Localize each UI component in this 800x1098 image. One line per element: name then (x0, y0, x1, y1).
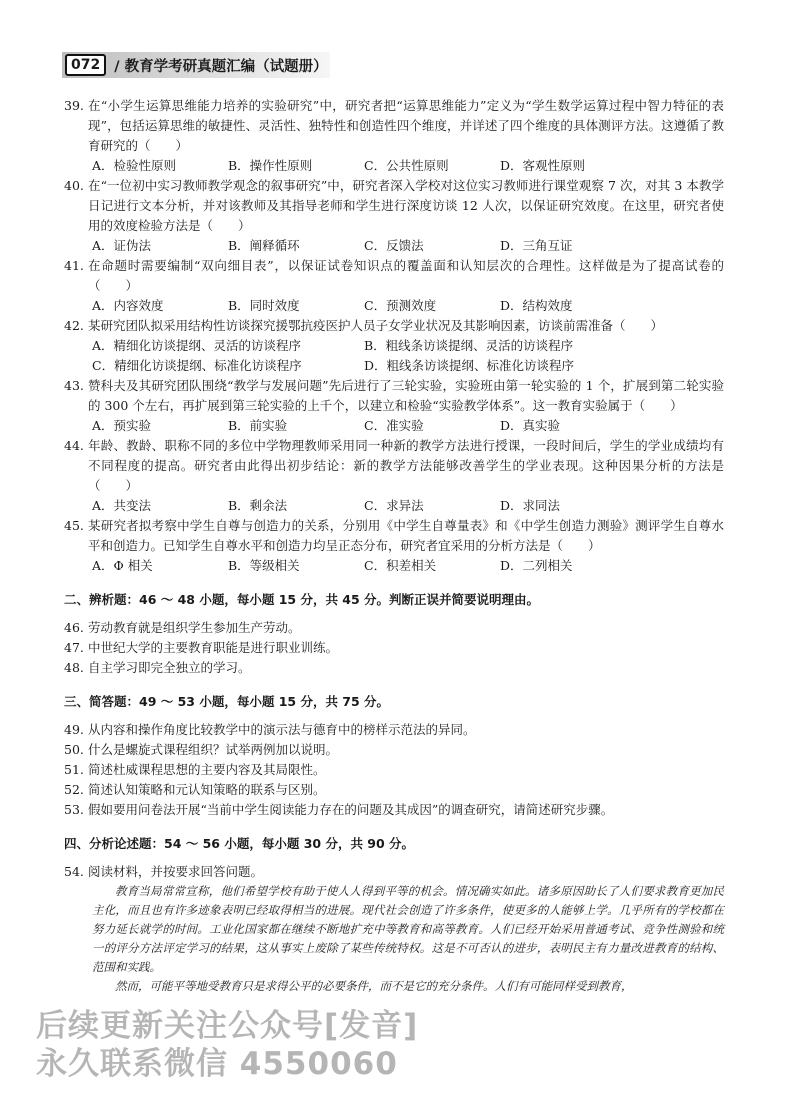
options (64, 356, 724, 376)
question-number: 40. (64, 178, 84, 193)
question-text: 自主学习即完全独立的学习。 (88, 660, 251, 675)
option-b: B．剩余法 (228, 498, 288, 513)
option-b: B．粗线条访谈提纲、灵活的访谈程序 (364, 338, 574, 353)
page-number: 072 (65, 54, 106, 76)
option-b: B．等级相关 (228, 558, 300, 573)
option-c: C．预测效度 (364, 298, 437, 313)
question-number: 48. (64, 660, 84, 675)
question-text: 简述认知策略和元认知策略的联系与区别。 (88, 782, 326, 797)
question-46 (64, 618, 724, 638)
question-stem: 赞科夫及其研究团队围绕“教学与发展问题”先后进行了三轮实验，实验班由第一轮实验的 1 个，扩展到第二轮实验的 300 个左右，再扩展到第三轮实验的上千个，以建立和检验“实验教学体系”。这一教育实验属于（ ） (88, 378, 724, 413)
question-text: 劳动教育就是组织学生参加生产劳动。 (88, 620, 301, 635)
options (64, 296, 724, 316)
question-47 (64, 638, 724, 658)
option-d: D．客观性原则 (500, 158, 586, 173)
question-49 (64, 720, 724, 740)
question-text: 阅读材料，并按要求回答问题。 (88, 864, 264, 879)
question-number: 43. (64, 378, 84, 393)
question-42 (64, 316, 724, 376)
option-b: B．阐释循环 (228, 238, 300, 253)
question-54 (64, 862, 724, 882)
option-c: C．积差相关 (364, 558, 437, 573)
question-40 (64, 176, 724, 256)
question-number: 52. (64, 782, 84, 797)
question-stem: 某研究团队拟采用结构性访谈探究援鄂抗疫医护人员子女学业状况及其影响因素，访谈前需准备（ ） (88, 318, 664, 333)
question-number: 41. (64, 258, 84, 273)
question-51 (64, 760, 724, 780)
question-number: 54. (64, 864, 84, 879)
section-heading-discrimination: 二、辨析题：46 ～ 48 小题，每小题 15 分，共 45 分。判断正误并简要说明理由。 (64, 592, 540, 607)
question-number: 45. (64, 518, 84, 533)
option-d: D．粗线条访谈提纲、标准化访谈程序 (364, 358, 575, 373)
options (64, 236, 724, 256)
question-43 (64, 376, 724, 436)
option-b: B．操作性原则 (228, 158, 313, 173)
question-45 (64, 516, 724, 576)
question-39 (64, 96, 724, 176)
book-title: / 教育学考研真题汇编（试题册） (114, 58, 328, 75)
options (64, 416, 724, 436)
option-d: D．真实验 (500, 418, 561, 433)
question-52 (64, 780, 724, 800)
question-number: 53. (64, 802, 84, 817)
section-heading-short-answer: 三、简答题：49 ～ 53 小题，每小题 15 分，共 75 分。 (64, 694, 390, 709)
question-number: 42. (64, 318, 84, 333)
reading-passage-paragraph-1: 教育当局常常宣称，他们希望学校有助于使人人得到平等的机会。情况确实如此。诸多原因助长了人们要求教育更加民主化，而且也有许多迹象表明已经取得相当的进展。现代社会创造了许多条件，使更多的人能够上学。几乎所有的学校都在努力延长就学的时间。工业化国家都在继续不断地扩充中等教育和高等教育。人们已经开始采用普通考试、竞争性测验和统一的评分方法评定学习的结果，这从事实上废除了某些传统特权。这是不可否认的进步，表明民主有力量改进教育的结构、范围和实践。 (92, 884, 724, 974)
question-text: 简述杜威课程思想的主要内容及其局限性。 (88, 762, 326, 777)
options (64, 156, 724, 176)
question-48 (64, 658, 724, 678)
option-c: C．精细化访谈提纲、标准化访谈程序 (92, 358, 302, 373)
page-header (62, 52, 330, 78)
question-text: 假如要用问卷法开展“当前中学生阅读能力存在的问题及其成因”的调查研究，请简述研究步骤。 (88, 802, 614, 817)
options (64, 556, 724, 576)
option-b: B．同时效度 (228, 298, 300, 313)
question-stem: 在命题时需要编制“双向细目表”，以保证试卷知识点的覆盖面和认知层次的合理性。这样做是为了提高试卷的（ ） (88, 258, 724, 293)
option-d: D．求同法 (500, 498, 561, 513)
option-c: C．公共性原则 (364, 158, 449, 173)
option-a: A．精细化访谈提纲、灵活的访谈程序 (92, 338, 302, 353)
question-text: 什么是螺旋式课程组织？试举两例加以说明。 (88, 742, 339, 757)
question-number: 46. (64, 620, 84, 635)
question-stem: 在“一位初中实习教师教学观念的叙事研究”中，研究者深入学校对这位实习教师进行课堂观察 7 次，对其 3 本教学日记进行文本分析，并对该教师及其指导老师和学生进行深度访谈 12 人次，以保证研究效度。在这里，研究者使用的效度检验方法是（ ） (88, 178, 724, 233)
question-53 (64, 800, 724, 820)
question-number: 39. (64, 98, 84, 113)
option-a: A．预实验 (92, 418, 152, 433)
page-content (64, 96, 724, 996)
question-stem: 在“小学生运算思维能力培养的实验研究”中，研究者把“运算思维能力”定义为“学生数学运算过程中智力特征的表现”，包括运算思维的敏捷性、灵活性、独特性和创造性四个维度，并详述了四个维度的具体测评方法。这遵循了教育研究的（ ） (88, 98, 724, 153)
option-c: C．准实验 (364, 418, 424, 433)
option-d: D．二列相关 (500, 558, 573, 573)
option-c: C．求异法 (364, 498, 424, 513)
option-a: A．Φ 相关 (92, 558, 153, 573)
question-number: 47. (64, 640, 84, 655)
option-a: A．检验性原则 (92, 158, 177, 173)
option-d: D．结构效度 (500, 298, 573, 313)
question-stem: 某研究者拟考察中学生自尊与创造力的关系，分别用《中学生自尊量表》和《中学生创造力测验》测评学生自尊水平和创造力。已知学生自尊水平和创造力均呈正态分布，研究者宜采用的分析方法是（ ） (88, 518, 724, 553)
reading-passage-paragraph-2: 然而，可能平等地受教育只是求得公平的必要条件，而不是它的充分条件。人们有可能同样受到教育， (115, 979, 633, 993)
question-text: 中世纪大学的主要教育职能是进行职业训练。 (88, 640, 339, 655)
question-stem: 年龄、教龄、职称不同的多位中学物理教师采用同一种新的教学方法进行授课，一段时间后，学生的学业成绩均有不同程度的提高。研究者由此得出初步结论：新的教学方法能够改善学生的学业表现。这种因果分析的方法是（ ） (88, 438, 724, 493)
question-number: 49. (64, 722, 84, 737)
option-c: C．反馈法 (364, 238, 424, 253)
question-50 (64, 740, 724, 760)
question-44 (64, 436, 724, 516)
option-a: A．内容效度 (92, 298, 164, 313)
option-a: A．证伪法 (92, 238, 152, 253)
question-text: 从内容和操作角度比较教学中的演示法与德育中的榜样示范法的异同。 (88, 722, 476, 737)
option-a: A．共变法 (92, 498, 152, 513)
watermark-line-1: 后续更新关注公众号[发音] (36, 1008, 419, 1044)
watermark-line-2: 永久联系微信 4550060 (36, 1046, 398, 1082)
option-d: D．三角互证 (500, 238, 573, 253)
question-number: 44. (64, 438, 84, 453)
options (64, 336, 724, 356)
question-41 (64, 256, 724, 316)
option-b: B．前实验 (228, 418, 288, 433)
options (64, 496, 724, 516)
question-number: 50. (64, 742, 84, 757)
question-number: 51. (64, 762, 84, 777)
section-heading-analysis: 四、分析论述题：54 ～ 56 小题，每小题 30 分，共 90 分。 (64, 836, 415, 851)
